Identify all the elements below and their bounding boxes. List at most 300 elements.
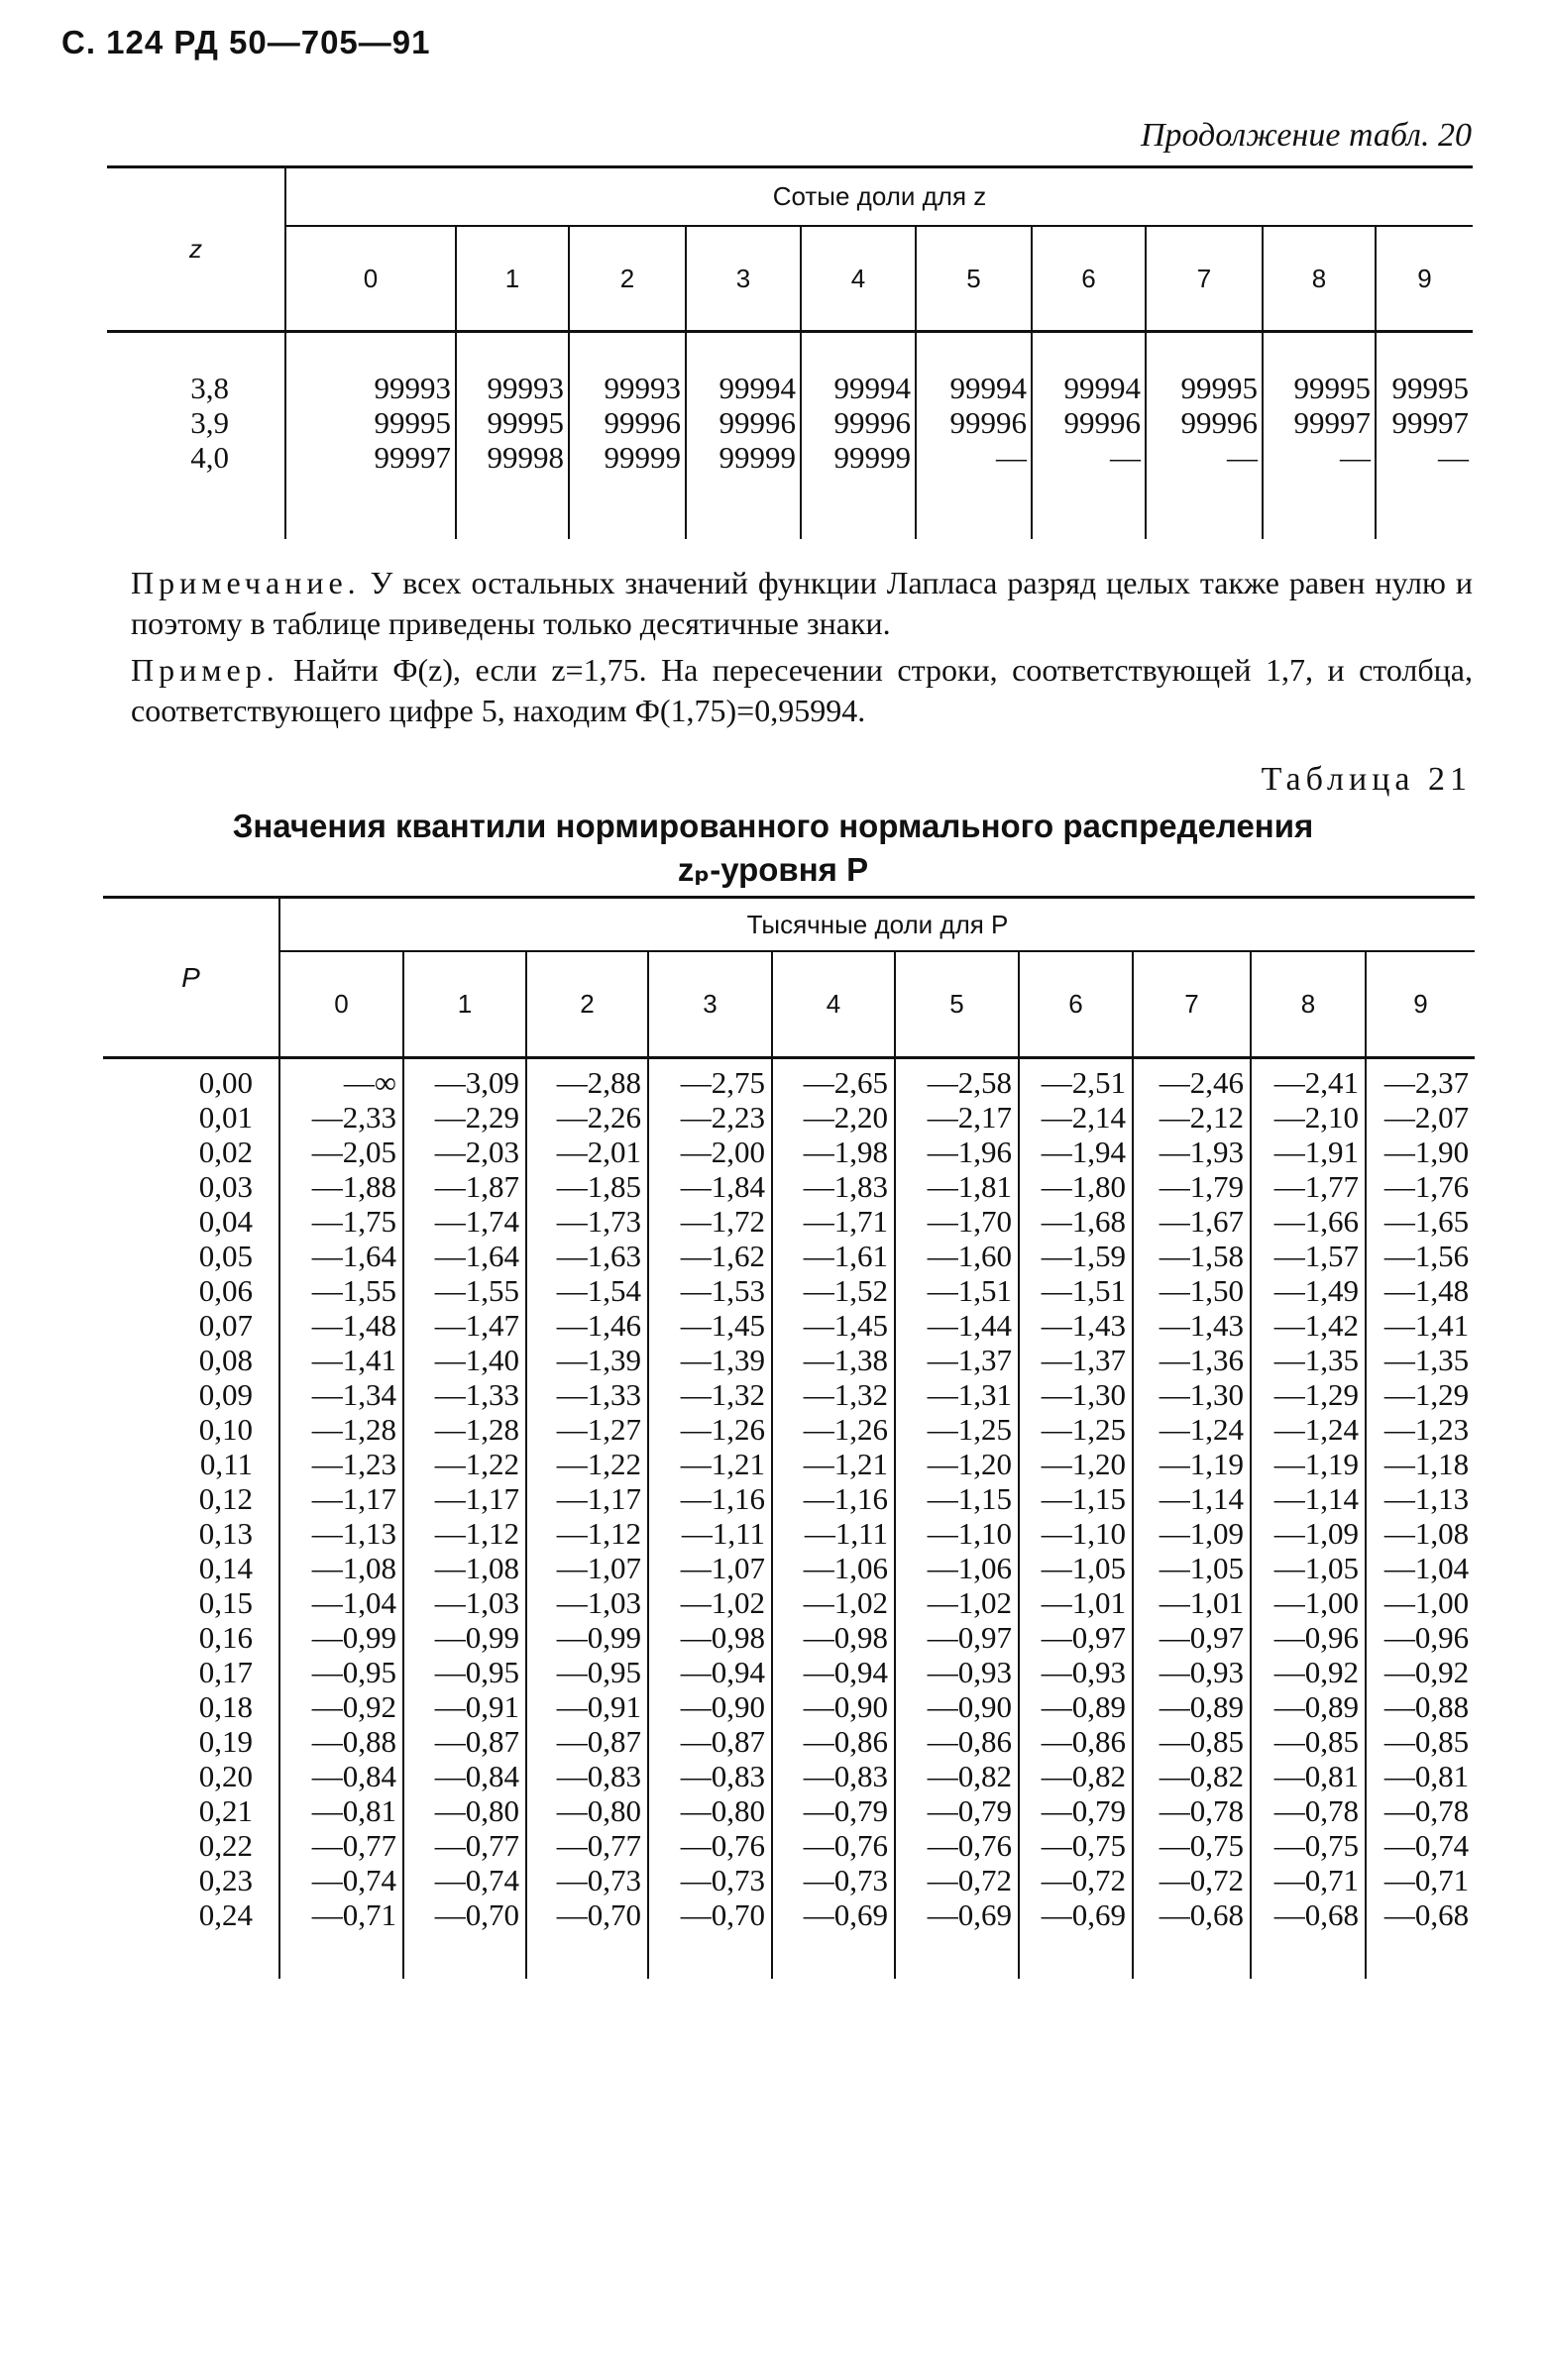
table-cell: —1,13 bbox=[311, 1516, 396, 1551]
table-cell: —1,83 bbox=[803, 1169, 888, 1204]
values-column-3 bbox=[686, 332, 801, 540]
table-cell: 99994 bbox=[949, 371, 1027, 405]
table-cell: —1,21 bbox=[680, 1447, 765, 1481]
table-cell: —1,74 bbox=[434, 1204, 519, 1239]
table-cell: — bbox=[1227, 440, 1258, 475]
p-value: 0,01 bbox=[198, 1100, 253, 1135]
table-cell: —0,87 bbox=[556, 1724, 641, 1759]
table-cell: —0,93 bbox=[927, 1655, 1012, 1689]
z-value: 3,8 bbox=[190, 371, 229, 405]
column-header-2: 2 bbox=[526, 951, 648, 1058]
table-cell: —1,10 bbox=[1041, 1516, 1126, 1551]
table-cell: —1,11 bbox=[681, 1516, 765, 1551]
table-cell: —1,24 bbox=[1273, 1412, 1359, 1447]
table-cell: —1,35 bbox=[1273, 1343, 1359, 1377]
table-cell: 99994 bbox=[718, 371, 796, 405]
example-label: Пример. bbox=[131, 652, 279, 688]
table-cell: —1,51 bbox=[1041, 1273, 1126, 1308]
table-cell: —1,61 bbox=[803, 1239, 888, 1273]
table-cell: —1,31 bbox=[927, 1377, 1012, 1412]
values-column-1 bbox=[456, 332, 569, 540]
table-cell: —1,47 bbox=[434, 1308, 519, 1343]
table-cell: —0,83 bbox=[803, 1759, 888, 1793]
table-cell: —1,09 bbox=[1273, 1516, 1359, 1551]
column-header-9: 9 bbox=[1366, 951, 1475, 1058]
table-cell: 99996 bbox=[1180, 405, 1258, 440]
column-header-3: 3 bbox=[686, 226, 801, 332]
table-cell: —1,84 bbox=[680, 1169, 765, 1204]
worked-example bbox=[131, 650, 1473, 731]
table-cell: —1,41 bbox=[311, 1343, 396, 1377]
table-cell: —1,63 bbox=[556, 1239, 641, 1273]
table-cell: —1,30 bbox=[1041, 1377, 1126, 1412]
laplace-table-continuation bbox=[107, 165, 1473, 539]
example-text: Найти Ф(z), если z=1,75. На пересечении строки, соответствующей 1,7, и столбца, соответствующего цифре 5, находим Ф(1,75)=0,95994. bbox=[131, 652, 1473, 728]
table-cell: —0,98 bbox=[680, 1620, 765, 1655]
table21-title bbox=[149, 805, 1397, 892]
column-header-6: 6 bbox=[1019, 951, 1133, 1058]
table-cell: —0,93 bbox=[1159, 1655, 1244, 1689]
table-cell: —0,85 bbox=[1383, 1724, 1470, 1759]
p-values-column bbox=[103, 1058, 279, 1980]
table-cell: —0,92 bbox=[311, 1689, 396, 1724]
table-cell: —0,99 bbox=[434, 1620, 519, 1655]
table-cell: —0,99 bbox=[311, 1620, 396, 1655]
table-cell: —1,02 bbox=[680, 1585, 765, 1620]
column-header-6: 6 bbox=[1032, 226, 1146, 332]
column-header-7: 7 bbox=[1146, 226, 1263, 332]
table-cell: —0,86 bbox=[927, 1724, 1012, 1759]
table-cell: —0,76 bbox=[927, 1828, 1012, 1863]
table-cell: —1,16 bbox=[680, 1481, 765, 1516]
table-cell: —0,72 bbox=[927, 1863, 1012, 1897]
p-value: 0,14 bbox=[198, 1551, 253, 1585]
table-cell: —∞ bbox=[343, 1065, 396, 1100]
table-cell: —0,80 bbox=[556, 1793, 641, 1828]
table-cell: —0,84 bbox=[311, 1759, 396, 1793]
quantile-column-4 bbox=[772, 1058, 895, 1980]
table-cell: —1,46 bbox=[556, 1308, 641, 1343]
table-cell: —1,03 bbox=[556, 1585, 641, 1620]
quantile-column-1 bbox=[403, 1058, 526, 1980]
column-header-0: 0 bbox=[279, 951, 403, 1058]
table-cell: —0,93 bbox=[1041, 1655, 1126, 1689]
values-column-8 bbox=[1263, 332, 1376, 540]
table-cell: —1,50 bbox=[1159, 1273, 1244, 1308]
table-cell: —0,74 bbox=[1383, 1828, 1470, 1863]
table-cell: —1,12 bbox=[434, 1516, 519, 1551]
table-cell: —1,56 bbox=[1383, 1239, 1470, 1273]
table-cell: —0,90 bbox=[680, 1689, 765, 1724]
p-value: 0,12 bbox=[198, 1481, 253, 1516]
table-cell: —1,37 bbox=[1041, 1343, 1126, 1377]
table-cell: —0,75 bbox=[1041, 1828, 1126, 1863]
p-value: 0,07 bbox=[198, 1308, 253, 1343]
table-cell: —2,29 bbox=[434, 1100, 519, 1135]
p-value: 0,02 bbox=[198, 1135, 253, 1169]
table-cell: —1,49 bbox=[1273, 1273, 1359, 1308]
column-header-1: 1 bbox=[456, 226, 569, 332]
table-cell: —1,33 bbox=[556, 1377, 641, 1412]
table-cell: —0,69 bbox=[927, 1897, 1012, 1932]
table-cell: —0,82 bbox=[1159, 1759, 1244, 1793]
table21-title-line: Значения квантили нормированного нормального распределения bbox=[232, 808, 1314, 844]
table-cell: —1,77 bbox=[1273, 1169, 1359, 1204]
z-column-header: z bbox=[107, 167, 285, 332]
table-cell: —2,03 bbox=[434, 1135, 519, 1169]
table-cell: —1,08 bbox=[434, 1551, 519, 1585]
table-cell: —0,88 bbox=[1383, 1689, 1470, 1724]
p-value: 0,09 bbox=[198, 1377, 253, 1412]
table-cell: —1,15 bbox=[1041, 1481, 1126, 1516]
table-cell: —0,87 bbox=[434, 1724, 519, 1759]
table-cell: —1,22 bbox=[556, 1447, 641, 1481]
table-cell: —0,90 bbox=[803, 1689, 888, 1724]
table-cell: — bbox=[1438, 440, 1470, 475]
table-cell: —1,81 bbox=[927, 1169, 1012, 1204]
p-value: 0,03 bbox=[198, 1169, 253, 1204]
table-cell: —0,98 bbox=[803, 1620, 888, 1655]
normal-quantile-table bbox=[103, 896, 1475, 1979]
table-cell: —2,37 bbox=[1383, 1065, 1470, 1100]
values-column-2 bbox=[569, 332, 686, 540]
quantile-column-0 bbox=[279, 1058, 403, 1980]
table-cell: —2,58 bbox=[927, 1065, 1012, 1100]
table-cell: 99994 bbox=[833, 371, 911, 405]
table-cell: 99999 bbox=[833, 440, 911, 475]
table-cell: —0,94 bbox=[680, 1655, 765, 1689]
table-cell: —2,75 bbox=[680, 1065, 765, 1100]
column-header-8: 8 bbox=[1263, 226, 1376, 332]
values-column-0 bbox=[285, 332, 456, 540]
table-cell: —1,29 bbox=[1383, 1377, 1470, 1412]
table-cell: —1,11 bbox=[804, 1516, 888, 1551]
column-header-5: 5 bbox=[916, 226, 1032, 332]
table-cell: —0,73 bbox=[556, 1863, 641, 1897]
table-cell: —1,22 bbox=[434, 1447, 519, 1481]
table-cell: 99993 bbox=[374, 371, 451, 405]
table-cell: —1,67 bbox=[1159, 1204, 1244, 1239]
table-cell: —1,40 bbox=[434, 1343, 519, 1377]
table-cell: 99995 bbox=[1180, 371, 1258, 405]
p-value: 0,17 bbox=[198, 1655, 253, 1689]
table-cell: —1,68 bbox=[1041, 1204, 1126, 1239]
table-cell: —1,79 bbox=[1159, 1169, 1244, 1204]
p-value: 0,19 bbox=[198, 1724, 253, 1759]
table-cell: —2,00 bbox=[680, 1135, 765, 1169]
table-cell: —0,86 bbox=[803, 1724, 888, 1759]
quantile-column-2 bbox=[526, 1058, 648, 1980]
z-values-column bbox=[107, 332, 285, 540]
table-cell: —0,69 bbox=[1041, 1897, 1126, 1932]
p-value: 0,04 bbox=[198, 1204, 253, 1239]
table-cell: —0,77 bbox=[434, 1828, 519, 1863]
table-cell: 99997 bbox=[1391, 405, 1470, 440]
table-cell: —0,79 bbox=[927, 1793, 1012, 1828]
table-cell: —2,23 bbox=[680, 1100, 765, 1135]
table-cell: —0,80 bbox=[434, 1793, 519, 1828]
table-cell: —0,95 bbox=[311, 1655, 396, 1689]
column-header-2: 2 bbox=[569, 226, 686, 332]
table-cell: —0,78 bbox=[1273, 1793, 1359, 1828]
table-cell: 99993 bbox=[487, 371, 564, 405]
table-cell: —0,82 bbox=[1041, 1759, 1126, 1793]
table-cell: —0,88 bbox=[311, 1724, 396, 1759]
p-column-header: P bbox=[103, 898, 279, 1058]
table-cell: —1,44 bbox=[927, 1308, 1012, 1343]
page-header: С. 124 РД 50—705—91 bbox=[61, 24, 431, 60]
table-cell: —2,20 bbox=[803, 1100, 888, 1135]
table-cell: —0,71 bbox=[1383, 1863, 1470, 1897]
table-cell: —0,95 bbox=[556, 1655, 641, 1689]
table-cell: —1,15 bbox=[927, 1481, 1012, 1516]
table-cell: —1,57 bbox=[1273, 1239, 1359, 1273]
table-cell: —1,64 bbox=[434, 1239, 519, 1273]
table-cell: —1,54 bbox=[556, 1273, 641, 1308]
table-cell: —0,70 bbox=[434, 1897, 519, 1932]
table21-subtitle: zₚ-уровня P bbox=[677, 851, 869, 888]
table-cell: —1,14 bbox=[1273, 1481, 1359, 1516]
table-continuation-label: Продолжение табл. 20 bbox=[1140, 117, 1472, 154]
table-note bbox=[131, 563, 1473, 644]
z-value: 3,9 bbox=[190, 405, 229, 440]
table-cell: —0,74 bbox=[311, 1863, 396, 1897]
table-cell: —0,95 bbox=[434, 1655, 519, 1689]
table-cell: —1,35 bbox=[1383, 1343, 1470, 1377]
table-cell: —0,74 bbox=[434, 1863, 519, 1897]
table-cell: —1,12 bbox=[556, 1516, 641, 1551]
table-cell: —1,18 bbox=[1383, 1447, 1470, 1481]
table-cell: —1,88 bbox=[311, 1169, 396, 1204]
p-value: 0,20 bbox=[198, 1759, 253, 1793]
table-cell: —1,75 bbox=[311, 1204, 396, 1239]
p-value: 0,11 bbox=[199, 1447, 253, 1481]
table-cell: —0,99 bbox=[556, 1620, 641, 1655]
table-cell: —1,70 bbox=[927, 1204, 1012, 1239]
table-cell: —1,03 bbox=[434, 1585, 519, 1620]
table-cell: —0,80 bbox=[680, 1793, 765, 1828]
p-value: 0,23 bbox=[198, 1863, 253, 1897]
p-value: 0,24 bbox=[198, 1897, 253, 1932]
table-cell: —2,07 bbox=[1383, 1100, 1470, 1135]
table-cell: —2,51 bbox=[1041, 1065, 1126, 1100]
table-cell: —0,77 bbox=[311, 1828, 396, 1863]
table-cell: —3,09 bbox=[434, 1065, 519, 1100]
table-cell: —0,96 bbox=[1383, 1620, 1470, 1655]
p-value: 0,00 bbox=[198, 1065, 253, 1100]
table-cell: —0,78 bbox=[1159, 1793, 1244, 1828]
table-cell: —1,06 bbox=[803, 1551, 888, 1585]
table-cell: —1,43 bbox=[1159, 1308, 1244, 1343]
column-header-4: 4 bbox=[772, 951, 895, 1058]
table-cell: —1,53 bbox=[680, 1273, 765, 1308]
table-cell: 99996 bbox=[833, 405, 911, 440]
table-cell: —1,48 bbox=[311, 1308, 396, 1343]
table-cell: —0,78 bbox=[1383, 1793, 1470, 1828]
table-cell: 99996 bbox=[718, 405, 796, 440]
table-cell: —1,24 bbox=[1159, 1412, 1244, 1447]
table-cell: —1,08 bbox=[1383, 1516, 1470, 1551]
table-cell: —0,79 bbox=[1041, 1793, 1126, 1828]
table-cell: —0,82 bbox=[927, 1759, 1012, 1793]
p-value: 0,18 bbox=[198, 1689, 253, 1724]
table-cell: —0,81 bbox=[1273, 1759, 1359, 1793]
table-cell: —1,90 bbox=[1383, 1135, 1470, 1169]
quantile-column-5 bbox=[895, 1058, 1019, 1980]
table-cell: —0,72 bbox=[1159, 1863, 1244, 1897]
table-cell: —0,79 bbox=[803, 1793, 888, 1828]
table-cell: —1,87 bbox=[434, 1169, 519, 1204]
table-cell: —1,28 bbox=[311, 1412, 396, 1447]
p-value: 0,06 bbox=[198, 1273, 253, 1308]
quantile-column-3 bbox=[648, 1058, 772, 1980]
table-cell: —2,12 bbox=[1159, 1100, 1244, 1135]
table-cell: —0,71 bbox=[311, 1897, 396, 1932]
values-column-9 bbox=[1376, 332, 1473, 540]
table-cell: —0,85 bbox=[1159, 1724, 1244, 1759]
table-cell: —1,27 bbox=[556, 1412, 641, 1447]
p-value: 0,22 bbox=[198, 1828, 253, 1863]
table-cell: 99994 bbox=[1063, 371, 1141, 405]
table-cell: —1,71 bbox=[803, 1204, 888, 1239]
values-column-5 bbox=[916, 332, 1032, 540]
table-cell: —2,46 bbox=[1159, 1065, 1244, 1100]
table-cell: —1,55 bbox=[311, 1273, 396, 1308]
table-cell: —0,97 bbox=[927, 1620, 1012, 1655]
table-cell: —0,70 bbox=[556, 1897, 641, 1932]
table-cell: 99993 bbox=[604, 371, 681, 405]
table-cell: —0,69 bbox=[803, 1897, 888, 1932]
table-cell: —1,01 bbox=[1041, 1585, 1126, 1620]
table-cell: —0,92 bbox=[1383, 1655, 1470, 1689]
table-cell: —0,81 bbox=[1383, 1759, 1470, 1793]
table-cell: —1,25 bbox=[1041, 1412, 1126, 1447]
column-header-1: 1 bbox=[403, 951, 526, 1058]
table-cell: —1,43 bbox=[1041, 1308, 1126, 1343]
table-cell: —1,23 bbox=[311, 1447, 396, 1481]
p-value: 0,13 bbox=[198, 1516, 253, 1551]
column-header-0: 0 bbox=[285, 226, 456, 332]
thousandths-group-header: Тысячные доли для P bbox=[279, 898, 1475, 952]
hundredths-group-header: Сотые доли для z bbox=[285, 167, 1473, 227]
table-cell: —1,05 bbox=[1041, 1551, 1126, 1585]
table-cell: —0,77 bbox=[556, 1828, 641, 1863]
table-cell: —1,32 bbox=[680, 1377, 765, 1412]
table-cell: —1,91 bbox=[1273, 1135, 1359, 1169]
table-cell: —1,19 bbox=[1159, 1447, 1244, 1481]
table-cell: —1,96 bbox=[927, 1135, 1012, 1169]
values-column-4 bbox=[801, 332, 916, 540]
table-cell: —1,80 bbox=[1041, 1169, 1126, 1204]
table-cell: —1,32 bbox=[803, 1377, 888, 1412]
table-cell: —1,37 bbox=[927, 1343, 1012, 1377]
table-cell: 99996 bbox=[1063, 405, 1141, 440]
table-cell: —0,87 bbox=[680, 1724, 765, 1759]
table-cell: — bbox=[1340, 440, 1371, 475]
table-cell: —1,66 bbox=[1273, 1204, 1359, 1239]
table-cell: 99997 bbox=[1293, 405, 1371, 440]
table-cell: 99998 bbox=[487, 440, 564, 475]
table-cell: —1,17 bbox=[434, 1481, 519, 1516]
table-cell: —1,20 bbox=[1041, 1447, 1126, 1481]
table-cell: —1,07 bbox=[680, 1551, 765, 1585]
values-column-6 bbox=[1032, 332, 1146, 540]
table-cell: —0,83 bbox=[680, 1759, 765, 1793]
table-cell: —0,76 bbox=[803, 1828, 888, 1863]
p-value: 0,21 bbox=[198, 1793, 253, 1828]
p-value: 0,10 bbox=[198, 1412, 253, 1447]
table-cell: —1,55 bbox=[434, 1273, 519, 1308]
table-cell: —2,26 bbox=[556, 1100, 641, 1135]
table-cell: —1,45 bbox=[680, 1308, 765, 1343]
table-cell: —1,20 bbox=[927, 1447, 1012, 1481]
table-cell: —2,14 bbox=[1041, 1100, 1126, 1135]
table-cell: —1,26 bbox=[803, 1412, 888, 1447]
table-cell: —0,68 bbox=[1273, 1897, 1359, 1932]
table-cell: —1,52 bbox=[803, 1273, 888, 1308]
table-cell: —0,73 bbox=[680, 1863, 765, 1897]
column-header-8: 8 bbox=[1251, 951, 1366, 1058]
table-cell: 99997 bbox=[374, 440, 451, 475]
table-cell: 99995 bbox=[487, 405, 564, 440]
table-cell: —1,10 bbox=[927, 1516, 1012, 1551]
quantile-column-8 bbox=[1251, 1058, 1366, 1980]
table-cell: —2,33 bbox=[311, 1100, 396, 1135]
table-cell: —1,39 bbox=[680, 1343, 765, 1377]
table-cell: —2,17 bbox=[927, 1100, 1012, 1135]
table-cell: —1,76 bbox=[1383, 1169, 1470, 1204]
table-cell: —0,86 bbox=[1041, 1724, 1126, 1759]
table-cell: —1,06 bbox=[927, 1551, 1012, 1585]
table-cell: —0,70 bbox=[680, 1897, 765, 1932]
table-cell: —2,05 bbox=[311, 1135, 396, 1169]
table-cell: —0,89 bbox=[1273, 1689, 1359, 1724]
table-cell: —0,83 bbox=[556, 1759, 641, 1793]
table-cell: —1,21 bbox=[803, 1447, 888, 1481]
table-cell: —1,02 bbox=[927, 1585, 1012, 1620]
table-cell: —0,91 bbox=[434, 1689, 519, 1724]
table-cell: —1,08 bbox=[311, 1551, 396, 1585]
column-header-4: 4 bbox=[801, 226, 916, 332]
p-value: 0,08 bbox=[198, 1343, 253, 1377]
table-cell: —0,71 bbox=[1273, 1863, 1359, 1897]
table-cell: —1,65 bbox=[1383, 1204, 1470, 1239]
table-cell: —0,97 bbox=[1041, 1620, 1126, 1655]
table-cell: —1,07 bbox=[556, 1551, 641, 1585]
table-cell: —2,10 bbox=[1273, 1100, 1359, 1135]
table-cell: —1,29 bbox=[1273, 1377, 1359, 1412]
note-label: Примечание. bbox=[131, 565, 361, 600]
table-cell: —1,05 bbox=[1159, 1551, 1244, 1585]
table-cell: —2,88 bbox=[556, 1065, 641, 1100]
table-cell: —0,89 bbox=[1041, 1689, 1126, 1724]
table-cell: —1,17 bbox=[311, 1481, 396, 1516]
table-cell: —1,59 bbox=[1041, 1239, 1126, 1273]
table-cell: —1,30 bbox=[1159, 1377, 1244, 1412]
table-cell: 99999 bbox=[718, 440, 796, 475]
table-cell: —1,16 bbox=[803, 1481, 888, 1516]
quantile-column-9 bbox=[1366, 1058, 1475, 1980]
table-cell: —0,94 bbox=[803, 1655, 888, 1689]
table-cell: —1,14 bbox=[1159, 1481, 1244, 1516]
table-cell: —1,39 bbox=[556, 1343, 641, 1377]
table-cell: —1,13 bbox=[1383, 1481, 1470, 1516]
table-cell: —0,81 bbox=[311, 1793, 396, 1828]
table-cell: —0,73 bbox=[803, 1863, 888, 1897]
table-cell: 99995 bbox=[1293, 371, 1371, 405]
p-value: 0,15 bbox=[198, 1585, 253, 1620]
table-cell: —1,42 bbox=[1273, 1308, 1359, 1343]
